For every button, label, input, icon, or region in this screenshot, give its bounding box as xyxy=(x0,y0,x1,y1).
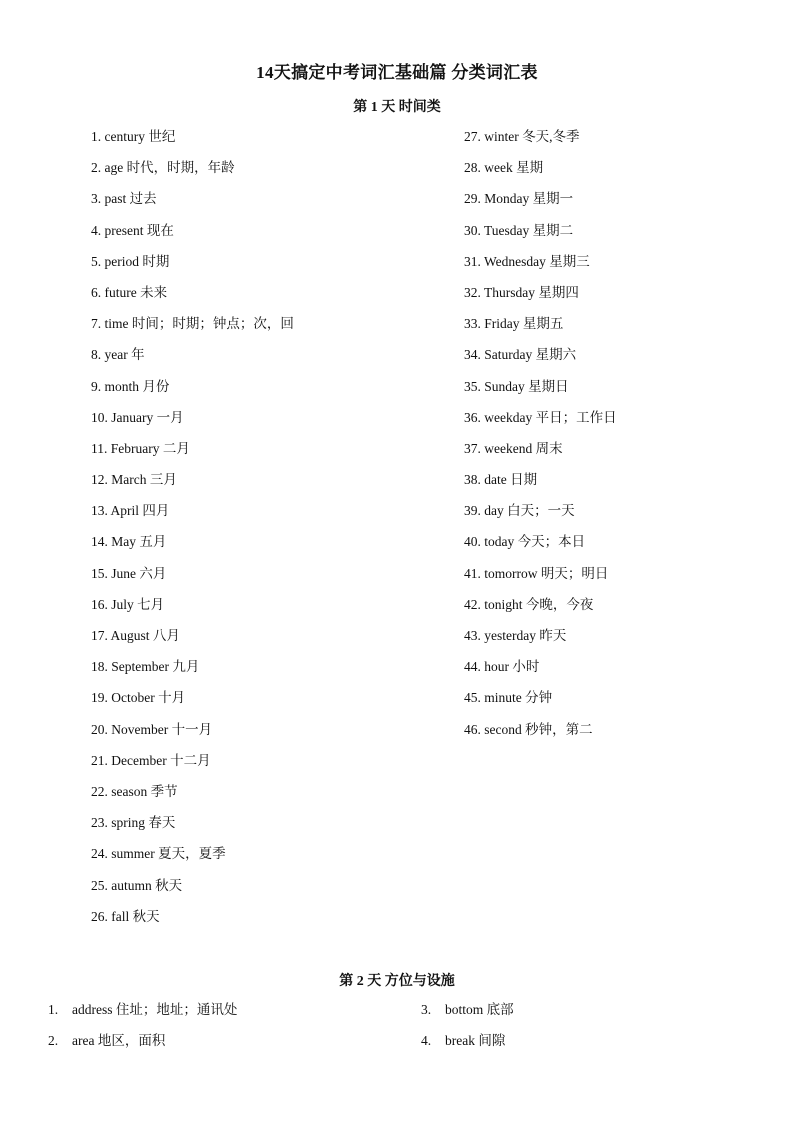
day2-item-2 xyxy=(48,1031,165,1051)
vocab-list-item: 34. Saturday 星期六 xyxy=(464,347,577,363)
day2-item-number: 3. xyxy=(421,1002,432,1017)
vocab-list-item: 9. month 月份 xyxy=(91,378,170,394)
day2-item-3 xyxy=(421,1000,514,1020)
day2-item-text: area 地区，面积 xyxy=(72,1033,166,1048)
vocab-list-item: 30. Tuesday 星期二 xyxy=(464,222,574,238)
vocab-list-item: 36. weekday 平日；工作日 xyxy=(464,409,617,425)
vocab-list-item: 15. June 六月 xyxy=(91,565,167,581)
vocab-list-item: 13. April 四月 xyxy=(91,503,170,519)
vocab-list-item: 31. Wednesday 星期三 xyxy=(464,253,590,269)
vocab-list-item: 24. summer 夏天，夏季 xyxy=(91,846,226,862)
day2-item-text: break 间隙 xyxy=(445,1033,506,1048)
day2-heading: 第 2 天 方位与设施 xyxy=(339,974,455,989)
vocab-list-item: 16. July 七月 xyxy=(91,596,165,612)
vocab-list-item: 33. Friday 星期五 xyxy=(464,316,564,332)
vocab-list-item: 25. autumn 秋天 xyxy=(91,877,183,893)
day2-item-number: 4. xyxy=(421,1033,432,1048)
vocab-list-item: 39. day 白天；一天 xyxy=(464,503,575,519)
day1-left-column xyxy=(91,127,441,938)
day1-heading: 第 1 天 时间类 xyxy=(353,100,441,115)
day2-item-text: bottom 底部 xyxy=(445,1002,514,1017)
day2-item-4 xyxy=(421,1031,505,1051)
vocab-list-item: 11. February 二月 xyxy=(91,440,190,456)
vocab-list-item: 19. October 十月 xyxy=(91,690,186,706)
vocab-list-item: 1. century 世纪 xyxy=(91,129,176,144)
vocab-list-item: 5. period 时期 xyxy=(91,253,170,269)
vocab-list-item: 3. past 过去 xyxy=(91,191,157,207)
day1-right-column xyxy=(464,127,764,751)
vocab-list-item: 43. yesterday 昨天 xyxy=(464,628,567,643)
vocab-list-item: 42. tonight 今晚，今夜 xyxy=(464,596,594,612)
vocab-list-item: 22. season 季节 xyxy=(91,783,178,799)
day2-item-text: address 住址；地址；通讯处 xyxy=(72,1002,238,1017)
vocab-list-item: 45. minute 分钟 xyxy=(464,690,553,706)
vocab-list-item: 20. November 十一月 xyxy=(91,721,213,737)
vocab-list-item: 29. Monday 星期一 xyxy=(464,191,574,207)
vocab-list-item: 10. January 一月 xyxy=(91,409,184,425)
day2-item-number: 2. xyxy=(48,1033,59,1048)
vocab-list-item: 46. second 秒钟，第二 xyxy=(464,721,593,737)
vocab-list-item: 40. today 今天；本日 xyxy=(464,534,586,550)
document-title: 14天搞定中考词汇基础篇 分类词汇表 xyxy=(256,63,538,82)
vocab-list-item: 17. August 八月 xyxy=(91,628,180,643)
vocab-list-item: 38. date 日期 xyxy=(464,472,538,488)
vocab-list-item: 7. time 时间；时期；钟点；次，回 xyxy=(91,316,294,332)
vocab-list-item: 44. hour 小时 xyxy=(464,659,540,675)
vocab-list-item: 2. age 时代，时期，年龄 xyxy=(91,160,235,176)
day2-item-1 xyxy=(48,1000,237,1020)
vocab-list-item: 8. year 年 xyxy=(91,347,145,363)
vocab-list-item: 6. future 未来 xyxy=(91,284,168,300)
vocab-list-item: 21. December 十二月 xyxy=(91,752,211,768)
vocab-list-item: 14. May 五月 xyxy=(91,534,167,550)
vocab-list-item: 23. spring 春天 xyxy=(91,815,176,831)
vocab-list-item: 26. fall 秋天 xyxy=(91,908,160,924)
vocab-list-item: 32. Thursday 星期四 xyxy=(464,284,579,300)
vocab-list-item: 18. September 九月 xyxy=(91,659,200,675)
day2-item-number: 1. xyxy=(48,1002,59,1017)
vocab-list-item: 41. tomorrow 明天；明日 xyxy=(464,565,609,581)
vocab-list-item: 37. weekend 周末 xyxy=(464,440,563,456)
vocab-list-item: 27. winter 冬天,冬季 xyxy=(464,129,580,144)
vocab-list-item: 12. March 三月 xyxy=(91,472,177,488)
vocab-list-item: 35. Sunday 星期日 xyxy=(464,378,569,394)
vocab-list-item: 4. present 现在 xyxy=(91,222,174,238)
vocab-list-item: 28. week 星期 xyxy=(464,160,544,176)
